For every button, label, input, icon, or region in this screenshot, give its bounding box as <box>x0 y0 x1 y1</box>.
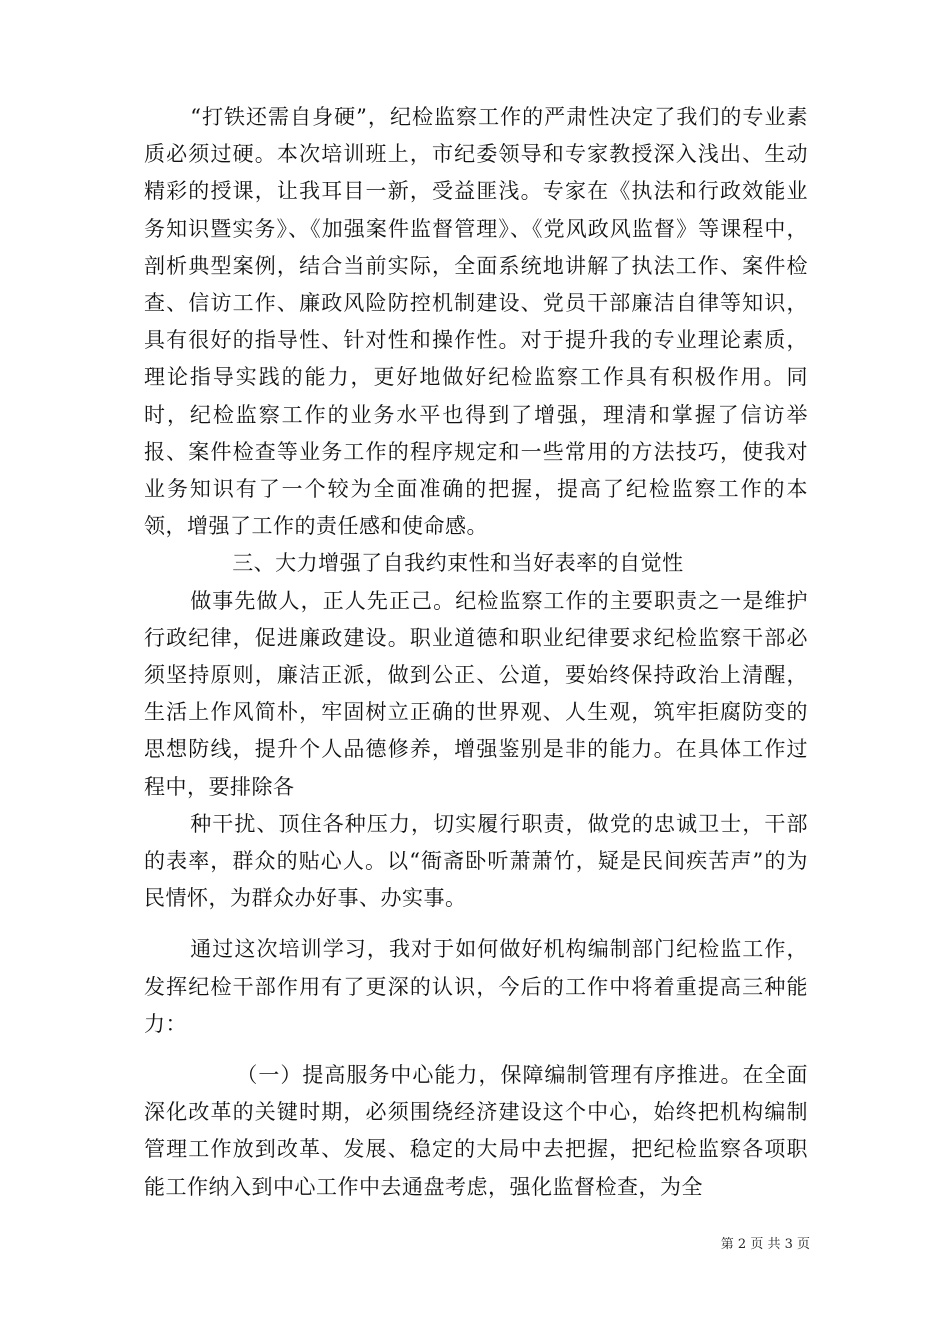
page-number-footer: 第 2 页 共 3 页 <box>720 1237 810 1252</box>
paragraph-gap <box>144 1043 808 1057</box>
paragraph-gap <box>144 917 808 931</box>
paragraph-self-discipline-intro: “打铁还需自身硬”，纪检监察工作的严肃性决定了我们的专业素质必须过硬。本次培训班上，市纪委领导和专家教授深入浅出、生动精彩的授课，让我耳目一新，受益匪浅。专家在《执法和行政效能业务知识暨实务》、《加强案件监督管理》、《党风政风监督》等课程中，剖析典型案例，结合当前实际，全面系统地讲解了执法工作、案件检查、信访工作、廉政风险防控机制建设、党员干部廉洁自律等知识，具有很好的指导性、针对性和操作性。对于提升我的专业理论素质，理论指导实践的能力，更好地做好纪检监察工作具有积极作用。同时，纪检监察工作的业务水平也得到了增强，理清和掌握了信访举报、案件检查等业务工作的程序规定和一些常用的方法技巧，使我对业务知识有了一个较为全面准确的把握，提高了纪检监察工作的本领，增强了工作的责任感和使命感。 <box>144 105 808 539</box>
section-heading-three: 三、大力增强了自我约束性和当好表率的自觉性 <box>232 551 684 576</box>
body-text <box>144 99 808 1206</box>
paragraph-training-summary: 通过这次培训学习，我对于如何做好机构编制部门纪检监工作，发挥纪检干部作用有了更深的认识，今后的工作中将着重提高三种能力： <box>144 937 808 1036</box>
paragraph-continuation: 种干扰、顶住各种压力，切实履行职责，做党的忠诚卫士，干部的表率，群众的贴心人。以“衙斋卧听萧萧竹，疑是民间疾苦声”的为民情怀，为群众办好事、办实事。 <box>144 811 808 911</box>
paragraph-conduct: 做事先做人，正人先正己。纪检监察工作的主要职责之一是维护行政纪律，促进廉政建设。职业道德和职业纪律要求纪检监察干部必须坚持原则，廉洁正派，做到公正、公道，要始终保持政治上清醒，生活上作风简朴，牢固树立正确的世界观、人生观，筑牢拒腐防变的思想防线，提升个人品德修养，增强鉴别是非的能力。在具体工作过程中，要排除各 <box>144 588 808 799</box>
paragraph-ability-one: （一）提高服务中心能力，保障编制管理有序推进。在全面深化改革的关键时期，必须围绕经济建设这个中心，始终把机构编制管理工作放到改革、发展、稳定的大局中去把握，把纪检监察各项职能工作纳入到中心工作中去通盘考虑，强化监督检查，为全 <box>144 1063 808 1199</box>
